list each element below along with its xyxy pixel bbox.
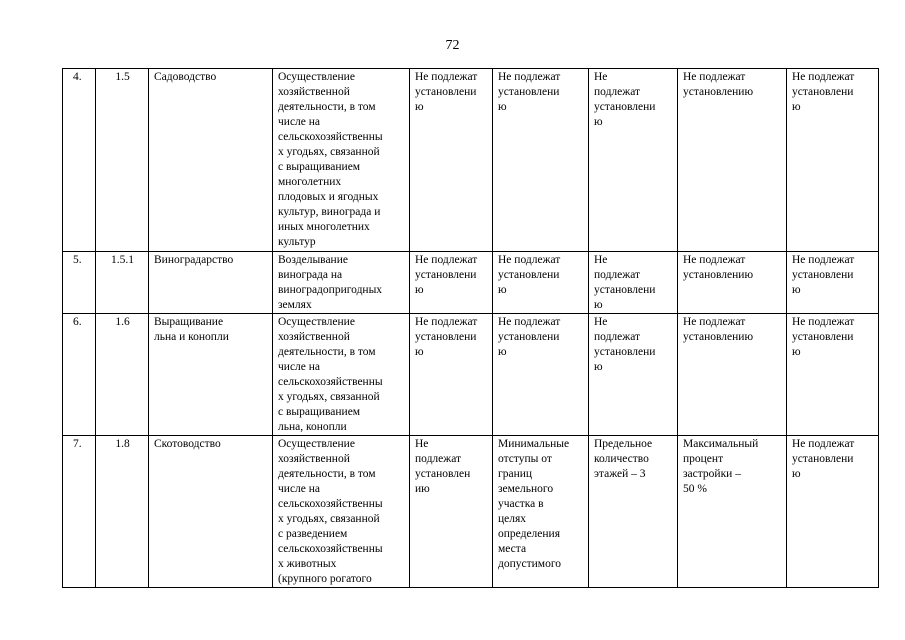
regulations-table: [62, 68, 879, 588]
row-number-cell: 5.: [63, 252, 96, 314]
parameter-cell: Не подлежат установлени ю: [787, 252, 879, 314]
parameter-cell: Не подлежат установлени ю: [589, 69, 678, 252]
parameter-cell: Не подлежат установлени ю: [589, 314, 678, 436]
parameter-cell: Не подлежат установлени ю: [787, 314, 879, 436]
table-row: [63, 69, 879, 252]
parameter-cell: Не подлежат установлен ию: [410, 436, 493, 588]
parameter-cell: Не подлежат установлени ю: [787, 436, 879, 588]
parameter-cell: Не подлежат установлению: [678, 69, 787, 252]
table-row: [63, 436, 879, 588]
row-number-cell: 7.: [63, 436, 96, 588]
row-number-cell: 6.: [63, 314, 96, 436]
description-cell: Осуществление хозяйственной деятельности, в том числе на сельскохозяйственны х угодьях, связанной с разведением сельскохозяйственны х животных (крупного рогатого: [273, 436, 410, 588]
parameter-cell: Не подлежат установлени ю: [410, 252, 493, 314]
parameter-cell: Не подлежат установлени ю: [787, 69, 879, 252]
parameter-cell: Минимальные отступы от границ земельного участка в целях определения места допустимого: [493, 436, 589, 588]
parameter-cell: Не подлежат установлени ю: [410, 314, 493, 436]
code-cell: 1.5.1: [96, 252, 149, 314]
name-cell: Садоводство: [149, 69, 273, 252]
code-cell: 1.8: [96, 436, 149, 588]
name-cell: Скотоводство: [149, 436, 273, 588]
page-number: 72: [445, 38, 460, 53]
description-cell: Осуществление хозяйственной деятельности, в том числе на сельскохозяйственны х угодьях, связанной с выращиванием многолетних плодовых и ягодных культур, винограда и иных многолетних культур: [273, 69, 410, 252]
row-number-cell: 4.: [63, 69, 96, 252]
parameter-cell: Предельное количество этажей – 3: [589, 436, 678, 588]
parameter-cell: Максимальный процент застройки – 50 %: [678, 436, 787, 588]
table-row: [63, 252, 879, 314]
name-cell: Виноградарство: [149, 252, 273, 314]
table-row: [63, 314, 879, 436]
parameter-cell: Не подлежат установлени ю: [493, 252, 589, 314]
parameter-cell: Не подлежат установлению: [678, 314, 787, 436]
name-cell: Выращивание льна и конопли: [149, 314, 273, 436]
parameter-cell: Не подлежат установлени ю: [493, 314, 589, 436]
parameter-cell: Не подлежат установлени ю: [589, 252, 678, 314]
description-cell: Возделывание винограда на виноградопригодных землях: [273, 252, 410, 314]
description-cell: Осуществление хозяйственной деятельности, в том числе на сельскохозяйственны х угодьях, связанной с выращиванием льна, конопли: [273, 314, 410, 436]
code-cell: 1.5: [96, 69, 149, 252]
parameter-cell: Не подлежат установлению: [678, 252, 787, 314]
parameter-cell: Не подлежат установлени ю: [493, 69, 589, 252]
code-cell: 1.6: [96, 314, 149, 436]
parameter-cell: Не подлежат установлени ю: [410, 69, 493, 252]
